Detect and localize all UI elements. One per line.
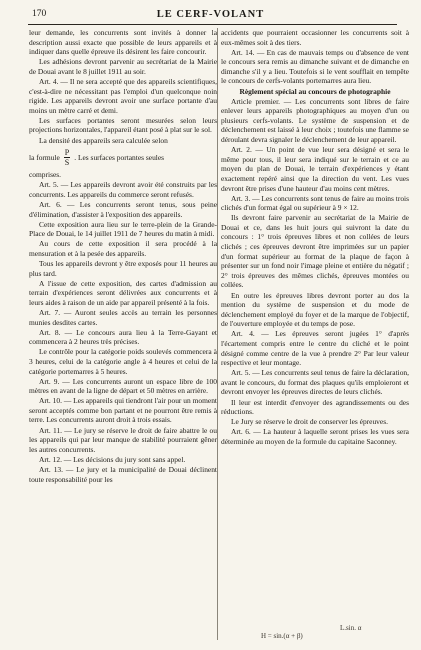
left-column (29, 28, 217, 485)
formula-suffix: . Les surfaces portantes seules (74, 152, 165, 162)
article-premier: Article premier. — Les concurrents sont libres de faire enlever leurs appareils photographiques au moyen d'un ou plusieurs cerfs-volants. Le système de suspension et de déclenchement est laissé à leur choix ; toutefois une flamme se déroulant devra signaler le déclenchement de leur appareil. (221, 96, 409, 145)
article-5: Art. 5. — Les appareils devront avoir été construits par les concurrents. Les appareils du commerce seront refusés. (29, 180, 217, 199)
article-6-photo: Art. 6. — La hauteur à laquelle seront prises les vues sera déterminée au moyen de la formule du capitaine Saconney. (221, 427, 409, 446)
article-11: Art. 11. — Le jury se réserve le droit de faire abattre le ou les appareils qui par leur manque de stabilité pourraient gêner les autres concurrents. (29, 425, 217, 454)
paragraph: Le Jury se réserve le droit de conserver les épreuves. (231, 417, 388, 427)
section-heading: Règlement spécial au concours de photographie (239, 86, 391, 96)
right-column (221, 28, 409, 447)
paragraph: Les adhésions devront parvenir au secrétariat de la Mairie de Douai avant le 8 juillet 1911 au soir. (29, 57, 217, 76)
paragraph: La densité des appareils sera calculée selon (39, 135, 168, 145)
formula-fragment-bottom: H = sin.(α + β) (261, 632, 303, 640)
density-formula (29, 148, 217, 167)
paragraph: Cette exposition aura lieu sur le terre-plein de la Grande-Place de Douai, le 14 juillet 1911 de 7 heures du matin à midi. (29, 219, 217, 239)
article-4: Art. 4. — Il ne sera accepté que des appareils scientifiques, c'est-à-dire ne nécessitant pas l'emploi d'un quelconque noin rigide. Les appareils devront avoir une surface portante d'au moins un mètre carré et demi. (29, 76, 217, 115)
article-8: Art. 8. — Le concours aura lieu à la Terre-Gayant et commencera à 2 heures très précises. (29, 327, 217, 347)
page-header (20, 9, 401, 23)
article-10: Art. 10. — Les appareils qui tiendront l'air pour un moment seront acceptés comme bon partant et ne pourront être remis à terre. Les concurrents auront droit à trois essais. (29, 396, 217, 425)
article-6: Art. 6. — Les concurrents seront tenus, sous peine d'élimination, d'assister à l'exposition des appareils. (29, 199, 217, 219)
formula-fragment-top: L.sin. α (340, 624, 362, 632)
formula-prefix: la formule (29, 152, 60, 162)
paragraph: accidents que pourraient occasionner les concurrents soit à eux-mêmes soit à des tiers. (221, 28, 409, 47)
paragraph: Ils devront faire parvenir au secrétariat de la Mairie de Douai et ce, dans les huit jours qui suivront la date du concours : 1° trois épreuves libres et non collées de leurs clichés ; ces épreuves devront être imprimées sur un papier d'un format supérieur au format de la plaque de façon à présenter sur un fond noir l'image pleine et entière du négatif ; 2° trois épreuves des mêmes clichés, épreuves montées ou collées. (221, 213, 409, 290)
article-9: Art. 9. — Les concurrents auront un espace libre de 100 mètres en avant de la ligne de départ et 50 mètres en arrière. (29, 376, 217, 396)
paragraph: Tous les appareils devront y être exposés pour 11 heures au plus tard. (29, 258, 217, 278)
article-7: Art. 7. — Auront seules accès au terrain les personnes munies desdites cartes. (29, 307, 217, 327)
paragraph: A l'issue de cette exposition, des cartes d'admission au terrain d'expériences seront délivrées aux concurrents et à leurs aides à raison de un aide par appareil présenté à la fois. (29, 278, 217, 307)
column-divider (217, 28, 218, 640)
article-14: Art. 14. — En cas de mauvais temps ou d'absence de vent le concours sera remis au dimanche suivant et de dimanche en dimanche s'il y a lieu. Toutefois si le vent soufflait en tempête le concours de cerfs-volants portemarres aura lieu. (221, 47, 409, 86)
paragraph: Au cours de cette exposition il sera procédé à la mensuration et à la pesée des appareils. (29, 239, 217, 258)
header-rule (28, 24, 397, 25)
article-2: Art. 2. — Un point de vue leur sera désigné et sera le même pour tous, il leur sera indiqué sur le terrain et ce au moyen du plan de Douai, le terrain d'expériences y étant exactement repéré ainsi que la direction du vent. Les vues devront être prises d'une hauteur d'au moins cent mètres. (221, 145, 409, 193)
article-3: Art. 3. — Les concurrents sont tenus de faire au moins trois clichés d'un format égal ou supérieur à 9 × 12. (221, 193, 409, 213)
paragraph: En outre les épreuves libres devront porter au dos la mention du système de suspension et du mode de déclenchement employé du foyer et de la marque de l'objectif, de l'ouverture employée et du temps de pose. (221, 290, 409, 329)
paragraph: Le contrôle pour la catégorie poids soulevés commencera à 3 heures, celui de la catégorie angle à 4 heures et celui de la catégorie portemarres à 5 heures. (29, 347, 217, 376)
page-number: 170 (32, 9, 47, 19)
paragraph: leur demande, les concurrents sont invités à donner la description aussi exacte que possible de leurs appareils et à indiquer dans quelle épreuve ils désirent les faire concourir. (29, 28, 217, 57)
journal-title: LE CERF-VOLANT (156, 9, 265, 20)
paragraph: Les surfaces portantes seront mesurées selon leurs projections horizontales, l'appareil étant posé à plat sur le sol. (29, 115, 217, 135)
article-4-photo: Art. 4. — Les épreuves seront jugées 1° d'après l'écartement compris entre le centre du cliché et le point désigné comme centre de la vue à prendre 2° Par leur valeur respective et leur montage. (221, 329, 409, 368)
paragraph: comprises. (29, 170, 62, 180)
article-12: Art. 12. — Les décisions du jury sont sans appel. (39, 454, 186, 464)
fraction-denominator: S (64, 158, 70, 168)
article-13: Art. 13. — Le jury et la municipalité de Douai déclinent toute responsabilité pour les (29, 464, 217, 484)
paragraph: Il leur est interdit d'envoyer des agrandissements ou des réductions. (221, 397, 409, 417)
article-5-photo: Art. 5. — Les concurrents seul tenus de faire la déclaration, avant le concours, du format des plaques qu'ils emploieront et devront envoyer les épreuves directes de leurs clichés. (221, 368, 409, 397)
fraction (64, 148, 70, 167)
fraction-numerator: P (64, 148, 70, 158)
